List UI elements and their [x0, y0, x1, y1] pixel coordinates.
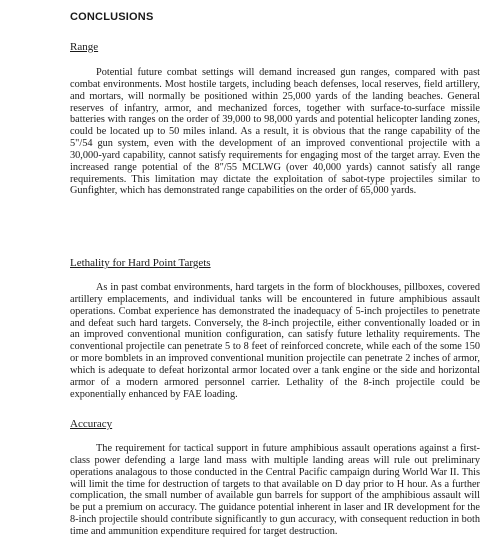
- section-heading: CONCLUSIONS: [70, 11, 154, 23]
- paragraph-range: Potential future combat settings will demand increased gun ranges, compared with past combat environments. Most hostile targets, including beach defenses, local reserves, field artillery, and mortars, will normally be positioned within 25,000 yards of the landing beaches. General reserves of infantry, armor, and mechanized forces, together with surface-to-surface missile batteries with ranges on the order of 39,000 to 98,000 yards and potential helicopter landing zones, could be located up to 50 miles inland. As a result, it is obvious that the range capability of the 5"/54 gun system, even with the development of an improved conventional projectile with a 30,000-yard capability, cannot satisfy requirements for engaging most of the target array. Even the increased range potential of the 8"/55 MCLWG (over 40,000 yards) cannot satisfy all range requirements. This limitation may dictate the exploitation of sabot-type projectiles similar to Gunfighter, which has demonstrated range capabilities on the order of 65,000 yards.: [70, 67, 480, 197]
- subheading-range: Range: [70, 41, 99, 53]
- paragraph-accuracy: The requirement for tactical support in future amphibious assault operations against a first-class power defending a large land mass with multiple landing areas will rule out preliminary operations analagous to those conducted in the Central Pacific campaign during World War II. This will limit the time for destruction of targets to that available on D day prior to H hour. As a further complication, the small number of available gun barrels for support of the amphibious assault will be put a premium on accuracy. The guidance potential inherent in laser and IR development for the 8-inch projectile should contribute significantly to gun accuracy, with consequent reduction in both time and ammunition expenditure required for target destruction.: [70, 443, 480, 537]
- subheading-accuracy: Accuracy: [70, 418, 113, 430]
- subheading-lethality: Lethality for Hard Point Targets: [70, 257, 211, 269]
- paragraph-lethality: As in past combat environments, hard targets in the form of blockhouses, pillboxes, covered artillery emplacements, and individual tanks will be encountered in future amphibious assault operations. Combat experience has demonstrated the inadequacy of 5-inch projectiles to penetrate and defeat such hard targets. Conversely, the 8-inch projectile, either conventionally loaded or in an improved conventional munition configuration, can satisfy future lethality requirements. The conventional projectile can penetrate 5 to 8 feet of reinforced concrete, while each of the some 150 or more bomblets in an improved conventional munition projectile can penetrate 2 inches of armor, which is adequate to defeat horizontal armor located over a tank engine or the side and horizontal armor of a modern armored personnel carrier. Lethality of the 8-inch projectile could be exponentially enhanced by FAE loading.: [70, 282, 480, 400]
